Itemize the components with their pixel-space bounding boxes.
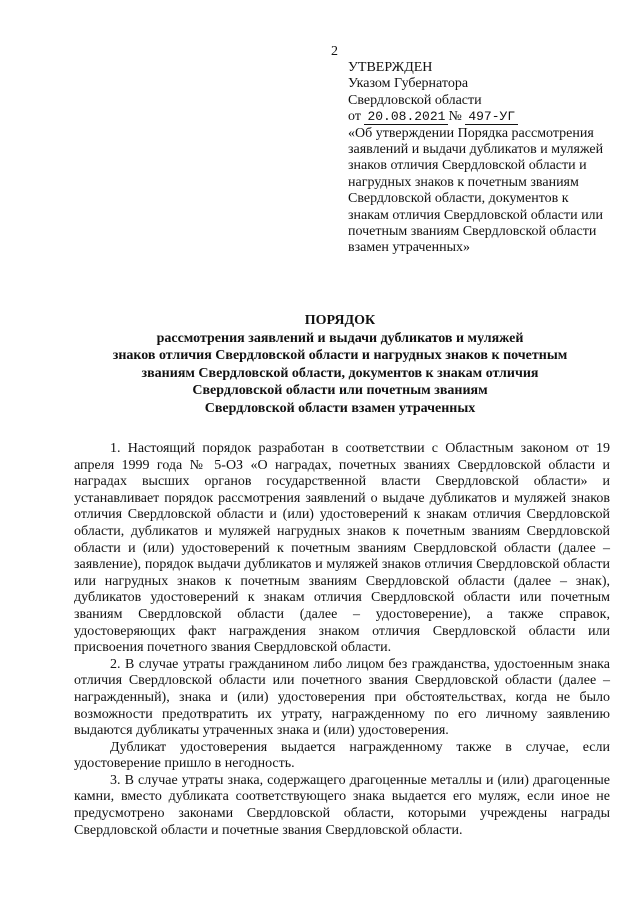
approval-block <box>348 60 610 257</box>
document-body <box>74 441 610 839</box>
title-line: рассмотрения заявлений и выдачи дубликатов и муляжей <box>156 330 524 346</box>
decree-date: 20.08.2021 <box>364 109 448 125</box>
title-line: Свердловской области взамен утраченных <box>204 400 476 416</box>
title-line: знаков отличия Свердловской области и нагрудных знаков к почетным <box>112 348 568 364</box>
paragraph-3: 3. В случае утраты знака, содержащего драгоценные металлы и (или) драгоценные камни, вместо дубликата соответствующего знака выдается его муляж, если иное не предусмотрено законами Свердловской области, которыми учреждены награды Свердловской области и почетные звания Свердловской области. <box>74 772 610 838</box>
page-number: 2 <box>331 44 338 59</box>
document-title <box>60 312 620 418</box>
date-prefix: от <box>348 109 361 125</box>
decree-date-number <box>348 109 610 125</box>
title-heading: ПОРЯДОК <box>304 313 376 328</box>
number-prefix: № <box>448 109 462 125</box>
approval-status: УТВЕРЖДЕН <box>348 60 433 75</box>
paragraph-2-continuation: Дубликат удостоверения выдается награжденному также в случае, если удостоверение пришло в негодность. <box>74 739 610 772</box>
decree-subject: «Об утверждении Порядка рассмотрения заявлений и выдачи дубликатов и муляжей знаков отличия Свердловской области и нагрудных знаков к почетным званиям Свердловской области, документов к знакам отличия Свердловской области или почетным званиям Свердловской области взамен утраченных» <box>348 125 604 256</box>
paragraph-2: 2. В случае утраты гражданином либо лицом без гражданства, удостоенным знака отличия Свердловской области или почетного звания Свердловской области (далее – награжденный), знака и (или) удостоверения при обстоятельствах, когда не было возможности предотвратить их утрату, награжденному по его личному заявлению выдаются дубликаты утраченных знака и (или) удостоверения. <box>74 656 610 739</box>
title-line: Свердловской области или почетным званиям <box>192 383 488 399</box>
approval-issuer-line-2: Свердловской области <box>348 92 482 108</box>
decree-number: 497-УГ <box>465 109 518 125</box>
paragraph-1: 1. Настоящий порядок разработан в соответствии с Областным законом от 19 апреля 1999 года № 5-ОЗ «О наградах, почетных званиях Свердловской области и наградах высших органов государственной власти Свердловской области» и устанавливает порядок рассмотрения заявлений о выдаче дубликатов и муляжей знаков отличия Свердловской области и (или) удостоверений к знакам отличия Свердловской области, дубликатов и муляжей нагрудных знаков к почетным званиям Свердловской области и (или) удостоверений к почетным званиям Свердловской области (далее – заявление), порядок выдачи дубликатов и муляжей знаков отличия Свердловской области или нагрудных знаков к почетным званиям Свердловской области (далее – знак), дубликатов удостоверений к знакам отличия Свердловской области или почетным званиям Свердловской области (далее – удостоверение), а также справок, удостоверяющих факт награждения знаком отличия Свердловской области или присвоения почетного звания Свердловской области. <box>74 441 610 656</box>
title-line: званиям Свердловской области, документов к знакам отличия <box>141 365 539 381</box>
approval-issuer-line-1: Указом Губернатора <box>348 76 469 92</box>
